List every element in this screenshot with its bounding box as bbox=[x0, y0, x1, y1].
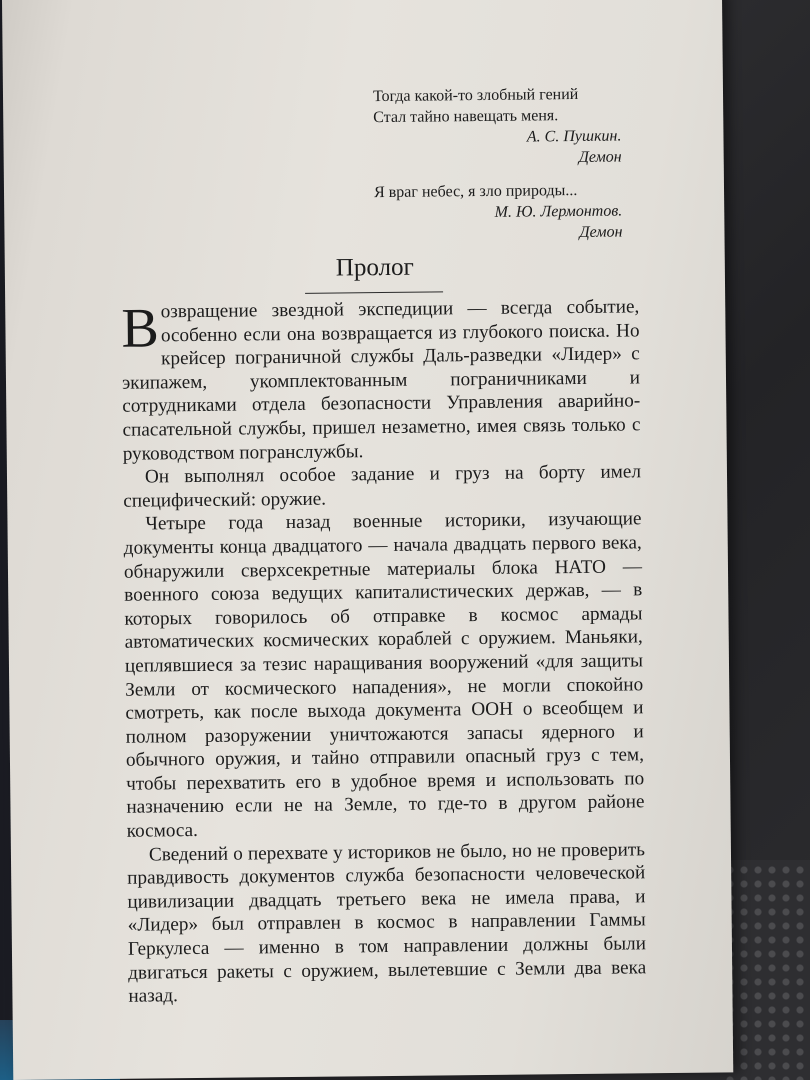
epigraph-line: Стал тайно навещать меня. bbox=[373, 107, 559, 127]
drop-cap: В bbox=[121, 297, 160, 360]
chapter-title-underline bbox=[305, 291, 443, 293]
chapter-title: Пролог bbox=[335, 253, 414, 282]
tablecloth bbox=[720, 860, 810, 1080]
paragraph: Четыре года назад военные историки, изучающие документы конца двадцатого — начала двадцать первого века, обнаружили сверхсекретные материалы блока НАТО — военного союза ведущих капиталистических держав, — в которых говорилось об отправке в космос армады автоматических космических кораблей с оружием. Маньяки, цеплявшиеся за тезис наращивания вооружений «для защиты Земли от космического нападения», не могли спокойно смотреть, как после выхода документа ООН о всеобщем и полном разоружении уничтожаются запасы ядерного и обычного оружия, и тайно отправили опасный груз с тем, чтобы перехватить его в удобное время и использовать по назначению если не на Земле, то где-то в другом районе космоса. bbox=[123, 508, 645, 842]
paragraph: Он выполнял особое задание и груз на борту имел специфический: оружие. bbox=[123, 461, 642, 512]
epigraph-work: Демон bbox=[578, 148, 622, 166]
epigraph-author: А. С. Пушкин. bbox=[526, 127, 622, 146]
prologue-body bbox=[121, 295, 646, 1008]
epigraph-author: М. Ю. Лермонтов. bbox=[494, 202, 623, 221]
epigraph-lermontov bbox=[374, 180, 623, 246]
paragraph: Сведений о перехвате у историков не было, но не проверить правдивость документов служба безопасности человеческой цивилизации двадцать третьего века не имела права, и «Лидер» был отправлен в космос в направлении Гаммы Геркулеса — именно в том направлении должны были двигаться ракеты с оружием, вылетевшие с Земли два века назад. bbox=[127, 838, 647, 1007]
epigraph-line: Тогда какой-то злобный гений bbox=[372, 85, 579, 106]
book-page bbox=[2, 0, 733, 1080]
epigraph-pushkin bbox=[373, 84, 622, 171]
paragraph-text: озвращение звездной экспедиции — всегда событие, особенно если она возвращается из глубокого поиска. Но крейсер пограничной службы Даль-разведки «Лидер» с экипажем, укомплектованным пограничниками и сотрудниками отдела безопасности Управления аварийно-спасательной службы, пришел незаметно, имея связь только с руководством погранслужбы. bbox=[121, 296, 641, 465]
epigraph-work: Демон bbox=[579, 223, 623, 241]
paragraph bbox=[121, 295, 641, 466]
epigraph-line: Я враг небес, я зло природы... bbox=[373, 181, 578, 202]
